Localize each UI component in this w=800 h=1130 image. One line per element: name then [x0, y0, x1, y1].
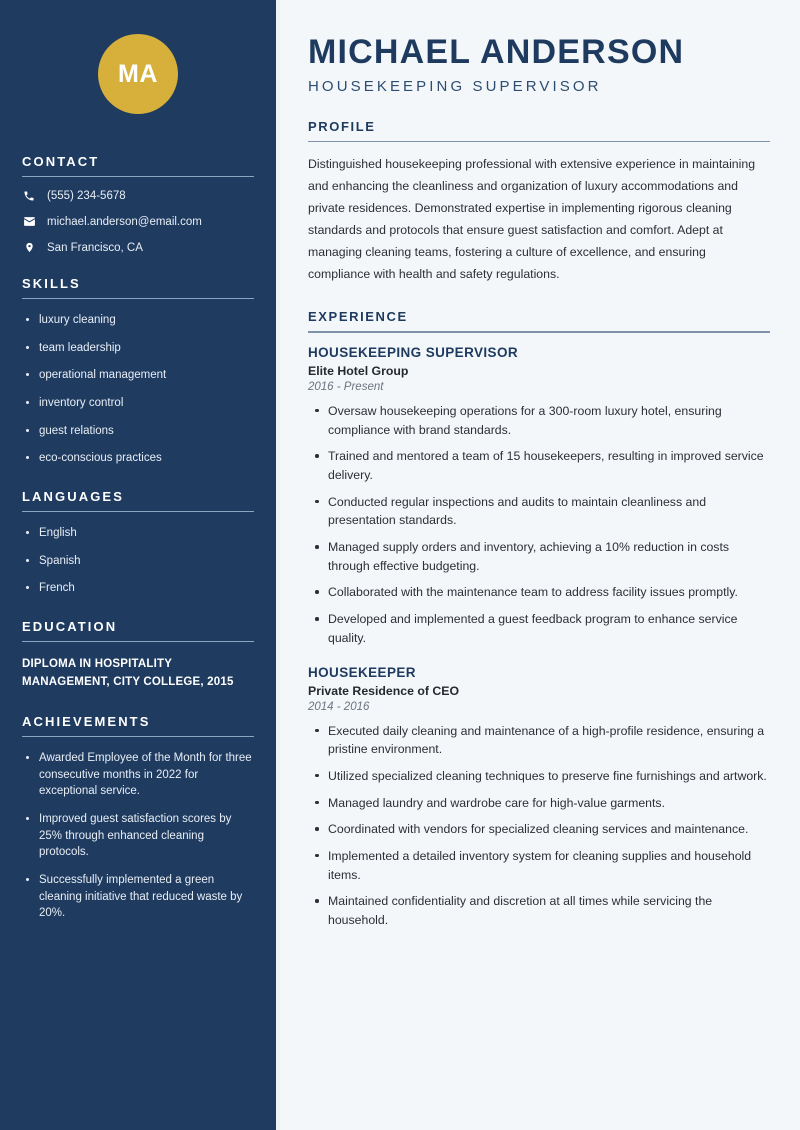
profile-divider	[308, 141, 770, 143]
languages-section	[22, 489, 254, 597]
list-item: Maintained confidentiality and discretion at all times while servicing the household.	[308, 892, 770, 929]
profile-section	[308, 119, 770, 286]
profile-heading: PROFILE	[308, 118, 376, 134]
list-item: English	[22, 525, 254, 542]
skills-list	[22, 312, 254, 467]
job-title: HOUSEKEEPING SUPERVISOR	[308, 344, 518, 360]
experience-entry	[308, 665, 770, 930]
contact-phone-value: (555) 234-5678	[47, 190, 126, 202]
contact-divider	[22, 176, 254, 177]
list-item: team leadership	[22, 340, 254, 357]
phone-icon	[22, 190, 36, 202]
list-item: Spanish	[22, 553, 254, 570]
list-item: Trained and mentored a team of 15 housekeepers, resulting in improved service delivery.	[308, 447, 770, 484]
list-item: Improved guest satisfaction scores by 25% through enhanced cleaning protocols.	[22, 811, 254, 861]
list-item: Managed supply orders and inventory, achieving a 10% reduction in costs through effective budgeting.	[308, 538, 770, 575]
list-item: operational management	[22, 367, 254, 384]
list-item: guest relations	[22, 423, 254, 440]
job-company: Elite Hotel Group	[308, 363, 409, 378]
languages-list	[22, 525, 254, 597]
achievements-list	[22, 750, 254, 922]
list-item: Developed and implemented a guest feedback program to enhance service quality.	[308, 610, 770, 647]
list-item: Collaborated with the maintenance team to address facility issues promptly.	[308, 583, 770, 602]
languages-divider	[22, 511, 254, 512]
location-pin-icon	[22, 241, 36, 254]
page-title: MICHAEL ANDERSON	[308, 33, 685, 71]
education-entry: DIPLOMA IN HOSPITALITY MANAGEMENT, CITY COLLEGE, 2015	[22, 658, 234, 689]
experience-entry	[308, 345, 770, 648]
list-item: inventory control	[22, 395, 254, 412]
job-title: HOUSEKEEPER	[308, 664, 416, 680]
job-dates: 2016 - Present	[308, 380, 384, 393]
list-item: Utilized specialized cleaning techniques to preserve fine furnishings and artwork.	[308, 767, 770, 786]
email-icon	[22, 215, 36, 228]
education-divider	[22, 641, 254, 642]
list-item: Executed daily cleaning and maintenance of a high-profile residence, ensuring a pristine environment.	[308, 722, 770, 759]
list-item: Awarded Employee of the Month for three consecutive months in 2022 for exceptional service.	[22, 750, 254, 800]
achievements-divider	[22, 736, 254, 737]
list-item: Successfully implemented a green cleaning initiative that reduced waste by 20%.	[22, 872, 254, 922]
experience-section	[308, 309, 770, 929]
sidebar	[0, 0, 280, 1130]
contact-email-value: michael.anderson@email.com	[47, 215, 202, 228]
contact-location-row[interactable]	[22, 241, 254, 254]
list-item: French	[22, 580, 254, 597]
education-section	[22, 619, 254, 692]
list-item: Implemented a detailed inventory system for cleaning supplies and household items.	[308, 847, 770, 884]
skills-heading: SKILLS	[22, 276, 81, 291]
list-item: Conducted regular inspections and audits to maintain cleanliness and presentation standards.	[308, 493, 770, 530]
achievements-heading: ACHIEVEMENTS	[22, 713, 151, 729]
main-content	[280, 0, 800, 1130]
contact-heading: CONTACT	[22, 154, 100, 169]
avatar	[98, 34, 178, 114]
contact-email-row[interactable]	[22, 215, 254, 228]
job-bullet-list	[308, 402, 770, 648]
experience-heading: EXPERIENCE	[308, 309, 408, 325]
job-bullet-list	[308, 722, 770, 930]
profile-text: Distinguished housekeeping professional with extensive experience in maintaining and enhancing the cleanliness and organization of luxury accommodations and private residences. Demonstrated expertise in implementing rigorous cleaning standards and protocols that ensure guest satisfaction and comfort. Adept at managing cleaning teams, fostering a culture of excellence, and ensuring compliance with health and safety regulations.	[308, 157, 756, 281]
contact-section	[22, 154, 254, 254]
job-company: Private Residence of CEO	[308, 683, 460, 698]
skills-divider	[22, 298, 254, 299]
job-dates: 2014 - 2016	[308, 700, 370, 713]
list-item: Managed laundry and wardrobe care for high-value garments.	[308, 794, 770, 813]
skills-section	[22, 276, 254, 467]
contact-phone-row[interactable]	[22, 190, 254, 202]
education-heading: EDUCATION	[22, 619, 118, 635]
list-item: Oversaw housekeeping operations for a 300-room luxury hotel, ensuring compliance with brand standards.	[308, 402, 770, 439]
list-item: luxury cleaning	[22, 312, 254, 329]
avatar-initials: MA	[118, 59, 158, 88]
experience-divider	[308, 331, 770, 333]
avatar-container	[22, 0, 254, 154]
contact-location-value: San Francisco, CA	[47, 241, 143, 254]
job-role-subtitle: HOUSEKEEPING SUPERVISOR	[308, 77, 602, 95]
list-item: eco-conscious practices	[22, 450, 254, 467]
achievements-section	[22, 714, 254, 922]
languages-heading: LANGUAGES	[22, 489, 124, 505]
list-item: Coordinated with vendors for specialized cleaning services and maintenance.	[308, 820, 770, 839]
